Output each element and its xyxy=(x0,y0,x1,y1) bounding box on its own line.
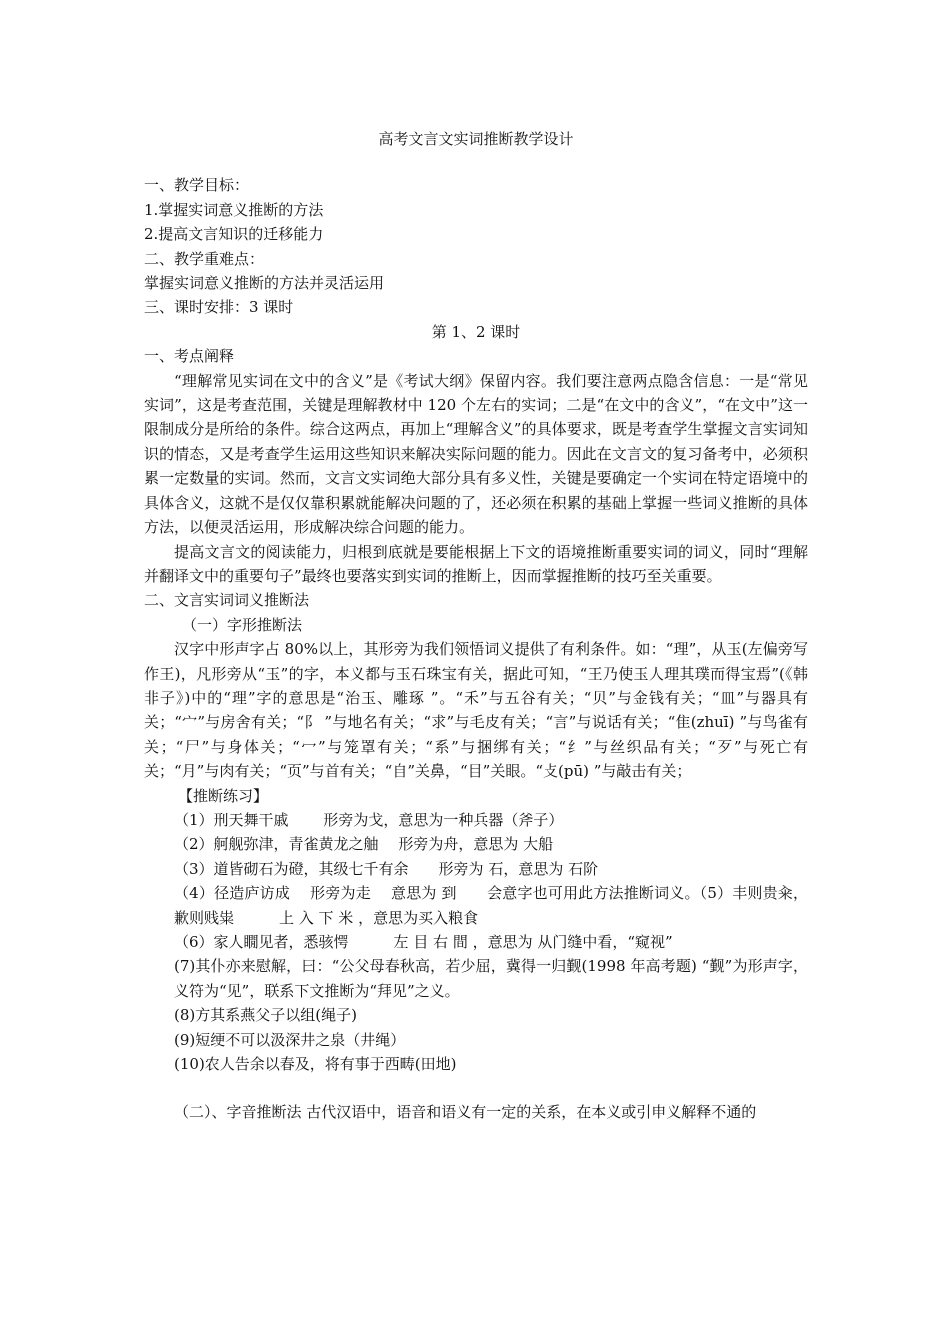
practice-item-2: （2）舸舰弥津，青雀黄龙之舳 形旁为舟，意思为 大船 xyxy=(174,835,554,854)
paragraph-exam-point: “理解常见实词在文中的含义”是《考试大纲》保留内容。我们要注意两点隐含信息：一是“常见实词”，这是考查范围，关键是理解教材中 120 个左右的实词；二是“在文中的含义”，“在文中”这一限制成分是所给的条件。综合这两点，再加上“理解含义”的具体要求，既是考查学生掌握文言实词知识的情态，又是考查学生运用这些知识来解决实际问题的能力。因此在文言文的复习备考中，必须积累一定数量的实词。然而，文言文实词绝大部分具有多义性，关键是要确定一个实词在特定语境中的具体含义，这就不是仅仅靠积累就能解决问题的了，还必须在积累的基础上掌握一些词义推断的具体方法，以便灵活运用，形成解决综合问题的能力。 xyxy=(144,371,808,537)
paragraph-sound-method: （二）、字音推断法 古代汉语中，语音和语义有一定的关系，在本义或引申义解释不通的 xyxy=(174,1103,757,1122)
heading-schedule: 三、课时安排：3 课时 xyxy=(144,298,294,317)
heading-inference-methods: 二、文言实词词义推断法 xyxy=(144,591,310,610)
document-title: 高考文言文实词推断教学设计 xyxy=(378,130,574,148)
heading-practice: 【推断练习】 xyxy=(178,786,269,805)
heading-key-points: 二、教学重难点： xyxy=(144,249,265,268)
key-point-text: 掌握实词意义推断的方法并灵活运用 xyxy=(144,274,385,293)
practice-item-9: (9)短绠不可以汲深井之泉（井绳） xyxy=(174,1030,406,1049)
practice-item-4-5: （4）径造庐访成 形旁为走 意思为 到 会意字也可用此方法推断词义。（5）丰则贵籴，歉则贱粜 上 入 下 米 ，意思为买入粮食 xyxy=(174,884,808,927)
goal-item-1: 1.掌握实词意义推断的方法 xyxy=(144,200,324,219)
practice-item-1: （1）刑天舞干戚 形旁为戈，意思为一种兵器（斧子） xyxy=(174,810,564,829)
practice-item-3: （3）道皆砌石为磴，其级七千有余 形旁为 石，意思为 石阶 xyxy=(174,859,599,878)
practice-item-7: (7)其仆亦来慰解，曰：“公父母春秋高，若少屈，冀得一归觐(1998 年高考题) “觐”为形声字，义符为“见”，联系下文推断为“拜见”之义。 xyxy=(174,957,808,1000)
paragraph-glyph-method: 汉字中形声字占 80%以上，其形旁为我们领悟词义提供了有利条件。如：“理”，从玉(左偏旁写作王)，凡形旁从“玉”的字，本义都与玉石珠宝有关，据此可知，“王乃使玉人理其璞而得宝焉”(《韩非子》)中的“理”字的意思是“治玉、雕琢 ”。“禾”与五谷有关；“贝”与金钱有关；“皿”与器具有关；“宀”与房舍有关；“阝 ”与地名有关；“求”与毛皮有关；“言”与说话有关；“隹(zhuī) ”与鸟雀有关；“尸”与身体关；“冖”与笼罩有关；“系”与捆绑有关；“纟”与丝织品有关；“歹”与死亡有关；“月”与肉有关；“页”与首有关；“自”关鼻，“目”关眼。“攴(pū) ”与敲击有关； xyxy=(144,640,808,781)
paragraph-reading-ability: 提高文言文的阅读能力，归根到底就是要能根据上下文的语境推断重要实词的词义，同时“理解并翻译文中的重要句子”最终也要落实到实词的推断上，因而掌握推断的技巧至关重要。 xyxy=(144,542,808,585)
session-heading: 第 1、2 课时 xyxy=(431,322,521,341)
blank-line xyxy=(144,1076,808,1100)
practice-item-6: （6）家人瞯见者，悉骇愕 左 目 右 間 ，意思为 从门缝中看，“窥视” xyxy=(174,933,673,951)
practice-item-10: (10)农人告余以春及，将有事于西畴(田地) xyxy=(174,1055,457,1074)
heading-exam-point: 一、考点阐释 xyxy=(144,347,235,366)
practice-item-8: (8)方其系燕父子以组(绳子) xyxy=(174,1006,357,1025)
document-body xyxy=(144,127,808,1125)
heading-teaching-goals: 一、教学目标： xyxy=(144,176,250,195)
goal-item-2: 2.提高文言知识的迁移能力 xyxy=(144,225,324,244)
subheading-glyph-method: （一）字形推断法 xyxy=(182,615,303,634)
